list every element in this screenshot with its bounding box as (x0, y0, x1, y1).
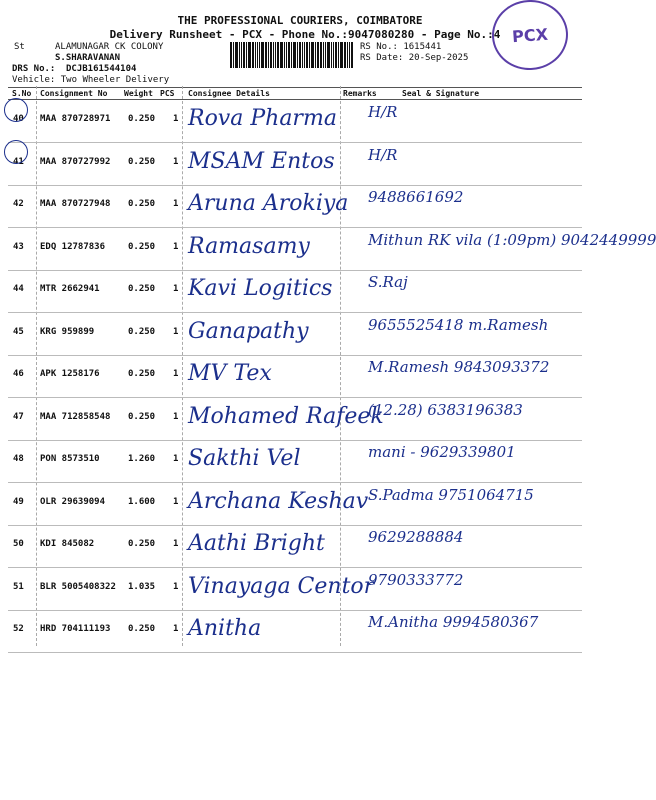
header-rule-top (8, 87, 582, 88)
barcode-bar (235, 42, 238, 68)
row-weight: 0.250 (128, 369, 156, 379)
row-pcs: 1 (173, 581, 179, 592)
row-divider (8, 652, 582, 653)
barcode-bar (333, 42, 334, 68)
row-consignee: Anitha (188, 616, 262, 641)
handwritten-circle (4, 140, 28, 164)
row-consignment-no: HRD 704111193 (40, 624, 111, 634)
table-row (8, 100, 582, 142)
drs-label: DRS No.: (12, 64, 56, 74)
row-weight: 0.250 (128, 156, 156, 167)
row-consignment-no: MAA 870728971 (40, 114, 111, 124)
rs-number: RS No.: 1615441 (360, 42, 442, 52)
row-signature: Mithun RK vila (1:09pm) 9042449999 (368, 230, 656, 249)
row-consignment-no: MAA 870727992 (40, 156, 111, 167)
row-sno: 51 (13, 581, 24, 592)
vehicle-line: Vehicle: Two Wheeler Delivery (12, 75, 170, 85)
runsheet-subtitle: Delivery Runsheet - PCX - Phone No.:9047080280 - Page No.:4 (109, 28, 501, 41)
barcode-bar (320, 42, 322, 68)
barcode-bar (255, 42, 256, 68)
row-consignee: Ganapathy (188, 318, 309, 344)
row-weight: 1.260 (128, 454, 156, 464)
barcode-bar (243, 42, 245, 68)
table-row (8, 398, 582, 440)
barcode-bar (304, 42, 305, 68)
row-consignment-no: EDQ 12787836 (40, 241, 106, 252)
row-pcs: 1 (173, 199, 179, 209)
barcode-bar (268, 42, 269, 68)
table-row (8, 483, 582, 525)
row-consignee: MSAM Entos (188, 148, 335, 174)
barcode-bar (291, 42, 292, 68)
row-signature: 9629288884 (368, 528, 464, 546)
row-signature: H/R (368, 103, 398, 121)
row-pcs: 1 (173, 114, 179, 124)
row-pcs: 1 (173, 454, 179, 464)
row-sno: 41 (13, 156, 24, 167)
row-consignment-no: APK 1258176 (40, 369, 100, 379)
table-row (8, 185, 582, 227)
row-weight: 0.250 (128, 114, 156, 124)
barcode-bar (306, 42, 308, 68)
pcx-stamp: PCX (490, 0, 571, 73)
barcode-bar (293, 42, 296, 68)
row-weight: 0.250 (128, 539, 156, 549)
barcode-bar (323, 42, 324, 68)
row-signature: 9488661692 (368, 188, 464, 206)
table-row (8, 440, 582, 482)
row-pcs: 1 (173, 496, 179, 507)
barcode-bar (331, 42, 332, 68)
col-weight: Weight (124, 89, 153, 98)
barcode-bar (297, 42, 298, 68)
table-row (8, 270, 582, 312)
row-sno: 47 (13, 411, 24, 422)
row-signature: M.Anitha 9994580367 (368, 613, 539, 631)
row-signature: mani - 9629339801 (368, 443, 516, 461)
row-consignee: Sakthi Vel (188, 446, 301, 471)
page-title: THE PROFESSIONAL COURIERS, COIMBATORE (177, 14, 423, 27)
barcode-bar (273, 42, 274, 68)
row-signature: S.Padma 9751064715 (368, 485, 534, 504)
rs-date: RS Date: 20-Sep-2025 (360, 53, 469, 63)
row-consignee: Kavi Logitics (188, 276, 333, 301)
row-consignment-no: OLR 29639094 (40, 496, 106, 507)
row-signature: 9655525418 m.Ramesh (368, 315, 549, 334)
barcode-bar (302, 42, 303, 68)
barcode-bar (246, 42, 247, 68)
row-signature: (12.28) 6383196383 (368, 400, 523, 419)
barcode-bar (309, 42, 310, 68)
row-weight: 0.250 (128, 411, 156, 422)
row-consignment-no: MTR 2662941 (40, 284, 100, 294)
barcode-bar (270, 42, 272, 68)
table-row (8, 610, 582, 652)
row-consignment-no: PON 8573510 (40, 454, 100, 464)
col-remarks: Remarks (343, 89, 377, 98)
row-consignee: Archana Keshav (188, 488, 369, 514)
barcode-bar (233, 42, 234, 68)
col-consignee: Consignee Details (188, 89, 270, 98)
barcode-bar (315, 42, 316, 68)
row-pcs: 1 (173, 539, 179, 549)
barcode-bar (241, 42, 242, 68)
row-pcs: 1 (173, 326, 179, 337)
row-consignee: Rova Pharma (188, 106, 337, 131)
barcode-bar (265, 42, 267, 68)
row-pcs: 1 (173, 284, 179, 294)
table-row (8, 313, 582, 355)
row-sno: 52 (13, 624, 24, 634)
row-pcs: 1 (173, 241, 179, 252)
col-pcs: PCS (160, 89, 175, 98)
row-weight: 0.250 (128, 326, 156, 337)
row-consignee: Vinayaga Centor (188, 573, 375, 599)
row-weight: 0.250 (128, 624, 156, 634)
barcode-bar (286, 42, 287, 68)
col-consignment: Consignment No (40, 89, 108, 98)
barcode-bar (311, 42, 314, 68)
barcode-bar (317, 42, 319, 68)
row-consignee: Aathi Bright (188, 531, 325, 556)
barcode-bar (261, 42, 264, 68)
table-row (8, 568, 582, 610)
barcode-bar (230, 42, 232, 68)
barcode-bar (340, 42, 343, 68)
barcode-bar (344, 42, 346, 68)
col-sno: S.No (12, 89, 32, 98)
staff-prefix: St (14, 42, 25, 52)
row-weight: 0.250 (128, 199, 156, 209)
drs-number: DCJB161544104 (66, 64, 137, 74)
barcode-bar (299, 42, 301, 68)
barcode (230, 42, 358, 68)
row-pcs: 1 (173, 411, 179, 422)
barcode-bar (239, 42, 240, 68)
row-sno: 46 (13, 369, 24, 379)
barcode-bar (248, 42, 251, 68)
row-signature: S.Raj (368, 273, 408, 291)
row-consignment-no: KDI 845082 (40, 539, 95, 549)
row-sno: 50 (13, 539, 24, 549)
row-consignee: Ramasamy (188, 233, 310, 259)
barcode-bar (335, 42, 337, 68)
row-sno: 48 (13, 454, 24, 464)
row-weight: 1.035 (128, 581, 156, 592)
table-row (8, 143, 582, 185)
barcode-bar (277, 42, 279, 68)
row-sno: 43 (13, 241, 24, 252)
barcode-bar (275, 42, 276, 68)
rs-info (360, 42, 468, 64)
barcode-bar (347, 42, 348, 68)
row-consignment-no: MAA 712858548 (40, 411, 111, 422)
row-weight: 0.250 (128, 241, 156, 252)
barcode-bar (338, 42, 339, 68)
row-consignee: Mohamed Rafeek (188, 403, 384, 429)
barcode-bar (325, 42, 326, 68)
barcode-bar (351, 42, 353, 68)
row-consignment-no: KRG 959899 (40, 326, 95, 337)
staff-line: S.SHARAVANAN (55, 53, 121, 63)
barcode-bar (327, 42, 330, 68)
row-signature: H/R (368, 145, 398, 164)
handwritten-circle (4, 98, 28, 122)
table-row (8, 228, 656, 270)
row-weight: 0.250 (128, 284, 156, 294)
row-signature: M.Ramesh 9843093372 (368, 358, 550, 376)
row-sno: 40 (13, 114, 24, 124)
barcode-bar (349, 42, 350, 68)
row-pcs: 1 (173, 156, 179, 167)
barcode-bar (257, 42, 258, 68)
barcode-bar (259, 42, 260, 68)
row-consignment-no: MAA 870727948 (40, 199, 111, 209)
barcode-bar (280, 42, 283, 68)
row-sno: 42 (13, 199, 24, 209)
row-sno: 45 (13, 326, 24, 337)
row-consignee: MV Tex (188, 361, 272, 386)
area-line: ALAMUNAGAR CK COLONY (55, 42, 164, 52)
row-weight: 1.600 (128, 496, 156, 507)
barcode-bar (284, 42, 285, 68)
row-pcs: 1 (173, 369, 179, 379)
table-row (8, 525, 582, 567)
barcode-bar (288, 42, 290, 68)
row-pcs: 1 (173, 624, 179, 634)
col-seal: Seal & Signature (402, 89, 480, 98)
row-consignment-no: BLR 5005408322 (40, 581, 116, 592)
row-signature: 9790333772 (368, 570, 464, 589)
row-sno: 49 (13, 496, 24, 507)
row-sno: 44 (13, 284, 24, 294)
barcode-bar (252, 42, 254, 68)
table-row (8, 355, 582, 397)
row-consignee: Aruna Arokiya (188, 191, 349, 216)
